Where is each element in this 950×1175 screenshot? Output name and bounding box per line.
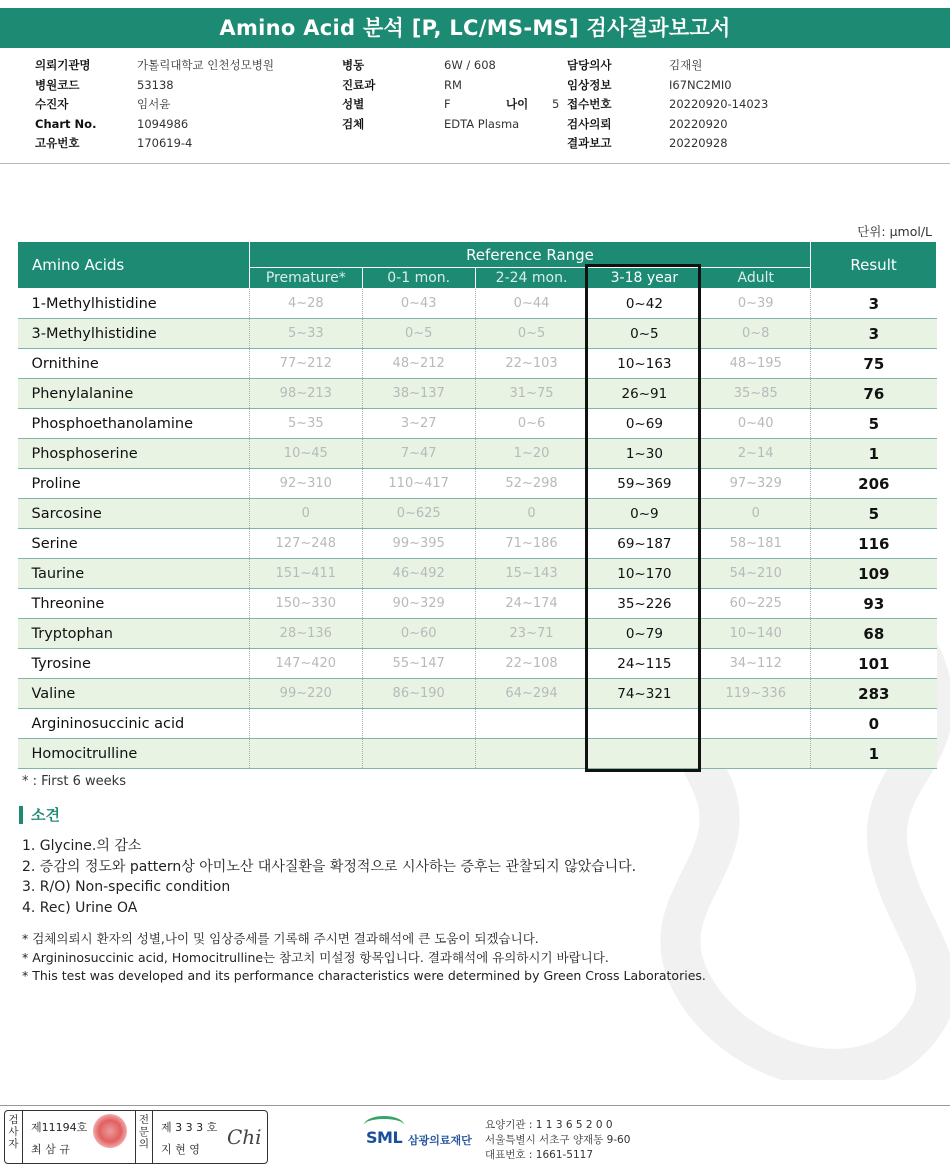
adult-range: 34~112 bbox=[701, 649, 811, 679]
amino-acid-name: 1-Methylhistidine bbox=[18, 289, 250, 319]
result-value: 3 bbox=[811, 289, 937, 319]
info-row bbox=[35, 56, 274, 76]
table-row bbox=[18, 619, 937, 649]
table-row bbox=[18, 469, 937, 499]
3-18-year-range: 0~79 bbox=[588, 619, 701, 649]
result-value: 3 bbox=[811, 319, 937, 349]
finding-item: 4. Rec) Urine OA bbox=[22, 899, 138, 916]
table-row bbox=[18, 739, 937, 769]
info-row bbox=[567, 134, 768, 154]
0-1-mon-range bbox=[362, 739, 475, 769]
amino-acid-name: Sarcosine bbox=[18, 499, 250, 529]
2-24-mon-range: 0~5 bbox=[475, 319, 588, 349]
header-3-18-year: 3-18 year bbox=[588, 268, 701, 289]
table-row bbox=[18, 439, 937, 469]
premature-range: 150~330 bbox=[249, 589, 362, 619]
3-18-year-range: 59~369 bbox=[588, 469, 701, 499]
amino-acid-name: Tyrosine bbox=[18, 649, 250, 679]
amino-acid-name: Threonine bbox=[18, 589, 250, 619]
specialist-label: 전문의 bbox=[135, 1111, 153, 1163]
0-1-mon-range: 38~137 bbox=[362, 379, 475, 409]
0-1-mon-range: 110~417 bbox=[362, 469, 475, 499]
0-1-mon-range: 0~625 bbox=[362, 499, 475, 529]
adult-range: 0 bbox=[701, 499, 811, 529]
footer-divider bbox=[0, 1105, 950, 1106]
result-value: 5 bbox=[811, 499, 937, 529]
info-label: 고유번호 bbox=[35, 136, 80, 150]
result-value: 75 bbox=[811, 349, 937, 379]
info-row bbox=[35, 95, 274, 115]
premature-range: 10~45 bbox=[249, 439, 362, 469]
footnote: * : First 6 weeks bbox=[22, 774, 126, 789]
premature-range: 99~220 bbox=[249, 679, 362, 709]
info-label: 수진자 bbox=[35, 97, 69, 111]
info-row bbox=[35, 115, 274, 135]
2-24-mon-range bbox=[475, 709, 588, 739]
info-value: 1094986 bbox=[137, 116, 189, 131]
info-value: 53138 bbox=[137, 77, 174, 92]
info-label: 담당의사 bbox=[567, 58, 612, 72]
result-value: 93 bbox=[811, 589, 937, 619]
info-label: 의뢰기관명 bbox=[35, 58, 91, 72]
2-24-mon-range: 0~44 bbox=[475, 289, 588, 319]
info-row bbox=[567, 95, 768, 115]
premature-range bbox=[249, 709, 362, 739]
3-18-year-range: 26~91 bbox=[588, 379, 701, 409]
amino-acid-name: Homocitrulline bbox=[18, 739, 250, 769]
3-18-year-range: 74~321 bbox=[588, 679, 701, 709]
0-1-mon-range: 90~329 bbox=[362, 589, 475, 619]
0-1-mon-range: 0~60 bbox=[362, 619, 475, 649]
adult-range: 0~39 bbox=[701, 289, 811, 319]
2-24-mon-range: 1~20 bbox=[475, 439, 588, 469]
result-value: 101 bbox=[811, 649, 937, 679]
divider bbox=[0, 163, 950, 164]
premature-range: 5~35 bbox=[249, 409, 362, 439]
0-1-mon-range: 55~147 bbox=[362, 649, 475, 679]
table-row bbox=[18, 349, 937, 379]
amino-acid-name: Taurine bbox=[18, 559, 250, 589]
info-label: 병동 bbox=[342, 58, 365, 72]
2-24-mon-range: 23~71 bbox=[475, 619, 588, 649]
info-row bbox=[567, 115, 768, 135]
info-label: 성별 bbox=[342, 97, 365, 111]
info-row bbox=[342, 95, 559, 115]
info-value: 가톨릭대학교 인천성모병원 bbox=[137, 58, 274, 72]
info-value: 임서윤 bbox=[137, 97, 171, 111]
info-label: 병원코드 bbox=[35, 77, 80, 92]
2-24-mon-range: 52~298 bbox=[475, 469, 588, 499]
info-row bbox=[567, 76, 768, 96]
0-1-mon-range: 0~5 bbox=[362, 319, 475, 349]
info-value: 170619-4 bbox=[137, 136, 193, 150]
info-column-1 bbox=[35, 56, 274, 154]
signature-box bbox=[4, 1110, 268, 1164]
amino-acid-name: Serine bbox=[18, 529, 250, 559]
2-24-mon-range: 22~108 bbox=[475, 649, 588, 679]
findings-list bbox=[22, 836, 636, 918]
0-1-mon-range: 86~190 bbox=[362, 679, 475, 709]
info-row bbox=[342, 115, 559, 135]
info-value: 김재원 bbox=[669, 58, 703, 72]
amino-acid-name: 3-Methylhistidine bbox=[18, 319, 250, 349]
0-1-mon-range bbox=[362, 709, 475, 739]
table-row bbox=[18, 499, 937, 529]
inspector-label: 검사자 bbox=[5, 1111, 23, 1163]
header-reference-range: Reference Range bbox=[249, 242, 810, 268]
amino-acid-name: Argininosuccinic acid bbox=[18, 709, 250, 739]
sml-logo bbox=[364, 1116, 482, 1156]
info-value: I67NC2MI0 bbox=[669, 77, 732, 92]
amino-acid-name: Tryptophan bbox=[18, 619, 250, 649]
info-value: F bbox=[444, 97, 451, 111]
table-row bbox=[18, 289, 937, 319]
amino-acid-name: Ornithine bbox=[18, 349, 250, 379]
table-row bbox=[18, 559, 937, 589]
premature-range: 5~33 bbox=[249, 319, 362, 349]
table-row bbox=[18, 319, 937, 349]
3-18-year-range: 0~69 bbox=[588, 409, 701, 439]
table-row bbox=[18, 709, 937, 739]
amino-acid-name: Phosphoserine bbox=[18, 439, 250, 469]
adult-range: 97~329 bbox=[701, 469, 811, 499]
info-label: Chart No. bbox=[35, 116, 97, 131]
logo-mark: SML bbox=[366, 1128, 403, 1147]
3-18-year-range: 10~170 bbox=[588, 559, 701, 589]
3-18-year-range: 0~5 bbox=[588, 319, 701, 349]
0-1-mon-range: 3~27 bbox=[362, 409, 475, 439]
premature-range bbox=[249, 739, 362, 769]
result-value: 116 bbox=[811, 529, 937, 559]
result-value: 0 bbox=[811, 709, 937, 739]
premature-range: 127~248 bbox=[249, 529, 362, 559]
3-18-year-range: 35~226 bbox=[588, 589, 701, 619]
premature-range: 28~136 bbox=[249, 619, 362, 649]
3-18-year-range: 0~9 bbox=[588, 499, 701, 529]
logo-name: 삼광의료재단 bbox=[408, 1134, 472, 1147]
table-row bbox=[18, 589, 937, 619]
info-row bbox=[342, 76, 559, 96]
amino-acid-name: Phosphoethanolamine bbox=[18, 409, 250, 439]
signature: Chi bbox=[227, 1125, 262, 1149]
2-24-mon-range bbox=[475, 739, 588, 769]
result-value: 1 bbox=[811, 439, 937, 469]
info-value: RM bbox=[444, 77, 462, 92]
adult-range: 35~85 bbox=[701, 379, 811, 409]
note-item: * This test was developed and its performance characteristics were determined by Green Cross Laboratories. bbox=[22, 968, 706, 983]
0-1-mon-range: 7~47 bbox=[362, 439, 475, 469]
info-column-2 bbox=[342, 56, 559, 134]
adult-range: 119~336 bbox=[701, 679, 811, 709]
info-value: EDTA Plasma bbox=[444, 116, 520, 131]
premature-range: 4~28 bbox=[249, 289, 362, 319]
3-18-year-range bbox=[588, 739, 701, 769]
result-value: 68 bbox=[811, 619, 937, 649]
3-18-year-range bbox=[588, 709, 701, 739]
info-label: 진료과 bbox=[342, 77, 376, 92]
amino-acid-name: Phenylalanine bbox=[18, 379, 250, 409]
result-value: 5 bbox=[811, 409, 937, 439]
info-value: 6W / 608 bbox=[444, 58, 496, 72]
info-row bbox=[342, 56, 559, 76]
2-24-mon-range: 24~174 bbox=[475, 589, 588, 619]
findings-title: 소견 bbox=[19, 806, 60, 824]
note-item: * 검체의뢰시 환자의 성별,나이 및 임상증세를 기록해 주시면 결과해석에 큰 도움이 되겠습니다. bbox=[22, 931, 539, 946]
result-value: 283 bbox=[811, 679, 937, 709]
info-value: 20220920-14023 bbox=[669, 97, 769, 111]
finding-item: 2. 증감의 정도와 pattern상 아미노산 대사질환을 확정적으로 시사하는 증후는 관찰되지 않았습니다. bbox=[22, 858, 637, 875]
table-row bbox=[18, 529, 937, 559]
table-row bbox=[18, 679, 937, 709]
info-label: 임상정보 bbox=[567, 77, 612, 92]
info-value: 20220920 bbox=[669, 116, 728, 131]
premature-range: 98~213 bbox=[249, 379, 362, 409]
amino-acid-name: Valine bbox=[18, 679, 250, 709]
2-24-mon-range: 31~75 bbox=[475, 379, 588, 409]
adult-range: 0~40 bbox=[701, 409, 811, 439]
amino-acid-table bbox=[17, 241, 937, 769]
table-row bbox=[18, 649, 937, 679]
info-label: 검사의뢰 bbox=[567, 116, 612, 131]
info-row bbox=[35, 76, 274, 96]
info-row bbox=[567, 56, 768, 76]
adult-range: 0~8 bbox=[701, 319, 811, 349]
header-adult: Adult bbox=[701, 268, 811, 289]
info-column-3 bbox=[567, 56, 768, 154]
0-1-mon-range: 48~212 bbox=[362, 349, 475, 379]
inspector-number: 제11194호 bbox=[31, 1121, 88, 1134]
institution-address bbox=[485, 1118, 630, 1163]
adult-range bbox=[701, 709, 811, 739]
specialist-number: 제 3 3 3 호 bbox=[161, 1121, 218, 1134]
inspector-name: 최 삼 규 bbox=[31, 1143, 70, 1156]
premature-range: 151~411 bbox=[249, 559, 362, 589]
table-row bbox=[18, 379, 937, 409]
2-24-mon-range: 64~294 bbox=[475, 679, 588, 709]
2-24-mon-range: 0~6 bbox=[475, 409, 588, 439]
notes-list bbox=[22, 930, 706, 986]
header-amino-acids: Amino Acids bbox=[18, 242, 250, 289]
2-24-mon-range: 15~143 bbox=[475, 559, 588, 589]
result-value: 76 bbox=[811, 379, 937, 409]
address-line: 대표번호 : 1661-5117 bbox=[485, 1149, 594, 1161]
address-line: 요양기관 : 1 1 3 6 5 2 0 0 bbox=[485, 1119, 613, 1131]
adult-range: 58~181 bbox=[701, 529, 811, 559]
info-label: 나이 bbox=[506, 97, 529, 111]
adult-range: 60~225 bbox=[701, 589, 811, 619]
2-24-mon-range: 0 bbox=[475, 499, 588, 529]
finding-item: 1. Glycine.의 감소 bbox=[22, 838, 142, 854]
2-24-mon-range: 71~186 bbox=[475, 529, 588, 559]
0-1-mon-range: 0~43 bbox=[362, 289, 475, 319]
premature-range: 147~420 bbox=[249, 649, 362, 679]
header-premature: Premature* bbox=[249, 268, 362, 289]
note-item: * Argininosuccinic acid, Homocitrulline는 참고치 미설정 항목입니다. 결과해석에 유의하시기 바랍니다. bbox=[22, 949, 609, 965]
info-value: 20220928 bbox=[669, 136, 728, 150]
3-18-year-range: 10~163 bbox=[588, 349, 701, 379]
3-18-year-range: 24~115 bbox=[588, 649, 701, 679]
premature-range: 0 bbox=[249, 499, 362, 529]
0-1-mon-range: 46~492 bbox=[362, 559, 475, 589]
address-line: 서울특별시 서초구 양재동 9-60 bbox=[485, 1134, 631, 1146]
header-result: Result bbox=[811, 242, 937, 289]
finding-item: 3. R/O) Non-specific condition bbox=[22, 879, 231, 895]
3-18-year-range: 0~42 bbox=[588, 289, 701, 319]
adult-range: 10~140 bbox=[701, 619, 811, 649]
3-18-year-range: 1~30 bbox=[588, 439, 701, 469]
info-row bbox=[35, 134, 274, 154]
adult-range: 2~14 bbox=[701, 439, 811, 469]
premature-range: 77~212 bbox=[249, 349, 362, 379]
result-value: 206 bbox=[811, 469, 937, 499]
info-value: 5 bbox=[552, 97, 560, 111]
2-24-mon-range: 22~103 bbox=[475, 349, 588, 379]
seal-stamp bbox=[93, 1114, 127, 1148]
amino-acid-name: Proline bbox=[18, 469, 250, 499]
3-18-year-range: 69~187 bbox=[588, 529, 701, 559]
header-0-1-mon: 0-1 mon. bbox=[362, 268, 475, 289]
info-label: 검체 bbox=[342, 116, 365, 131]
adult-range: 54~210 bbox=[701, 559, 811, 589]
info-label: 결과보고 bbox=[567, 136, 612, 150]
result-value: 1 bbox=[811, 739, 937, 769]
premature-range: 92~310 bbox=[249, 469, 362, 499]
header-2-24-mon: 2-24 mon. bbox=[475, 268, 588, 289]
result-value: 109 bbox=[811, 559, 937, 589]
info-label: 접수번호 bbox=[567, 97, 612, 111]
specialist-name: 지 현 영 bbox=[161, 1143, 200, 1156]
adult-range: 48~195 bbox=[701, 349, 811, 379]
unit-label: 단위: μmol/L bbox=[857, 224, 932, 239]
adult-range bbox=[701, 739, 811, 769]
0-1-mon-range: 99~395 bbox=[362, 529, 475, 559]
table-row bbox=[18, 409, 937, 439]
report-title: Amino Acid 분석 [P, LC/MS-MS] 검사결과보고서 bbox=[0, 8, 950, 48]
